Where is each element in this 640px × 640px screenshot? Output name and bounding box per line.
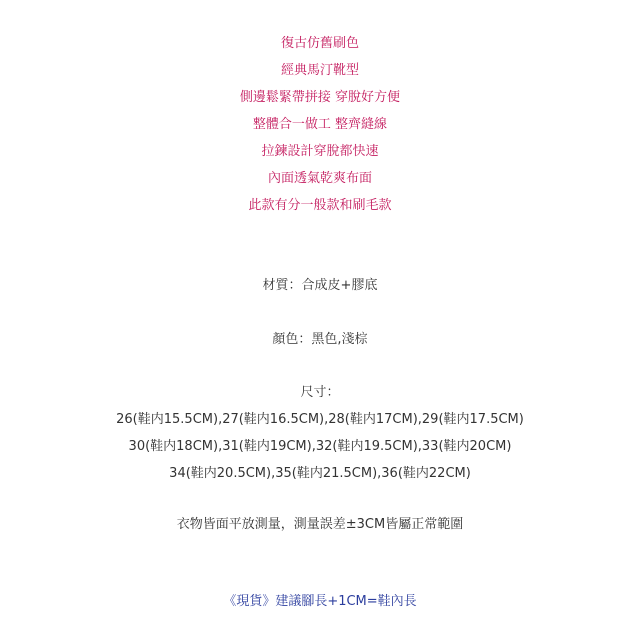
feature-line: 經典馬汀靴型 — [280, 63, 359, 78]
feature-line: 復古仿舊刷色 — [280, 36, 359, 51]
feature-line: 拉鍊設計穿脫都快速 — [261, 144, 379, 159]
feature-line: 側邊鬆緊帶拼接 穿脫好方便 — [239, 90, 401, 105]
size-line: 34(鞋内20.5CM),35(鞋内21.5CM),36(鞋内22CM) — [169, 466, 471, 481]
size-line: 30(鞋内18CM),31(鞋内19CM),32(鞋内19.5CM),33(鞋内20CM) — [128, 439, 512, 454]
color-spec: 顏色：黑色,淺棕 — [272, 332, 368, 347]
measurement-note: 衣物皆面平放測量，測量誤差±3CM皆屬正常範圍 — [176, 517, 464, 532]
size-line: 26(鞋内15.5CM),27(鞋内16.5CM),28(鞋内17CM),29(鞋内17.5CM) — [116, 412, 524, 427]
size-heading: 尺寸： — [300, 385, 340, 400]
material-spec: 材質：合成皮+膠底 — [262, 278, 378, 293]
feature-line: 此款有分一般款和刷毛款 — [248, 198, 392, 213]
feature-line: 整體合一做工 整齊縫線 — [252, 117, 388, 132]
in-stock-note: 《現貨》建議腳長+1CM=鞋內長 — [223, 594, 417, 609]
feature-line: 內面透氣乾爽布面 — [267, 171, 372, 186]
